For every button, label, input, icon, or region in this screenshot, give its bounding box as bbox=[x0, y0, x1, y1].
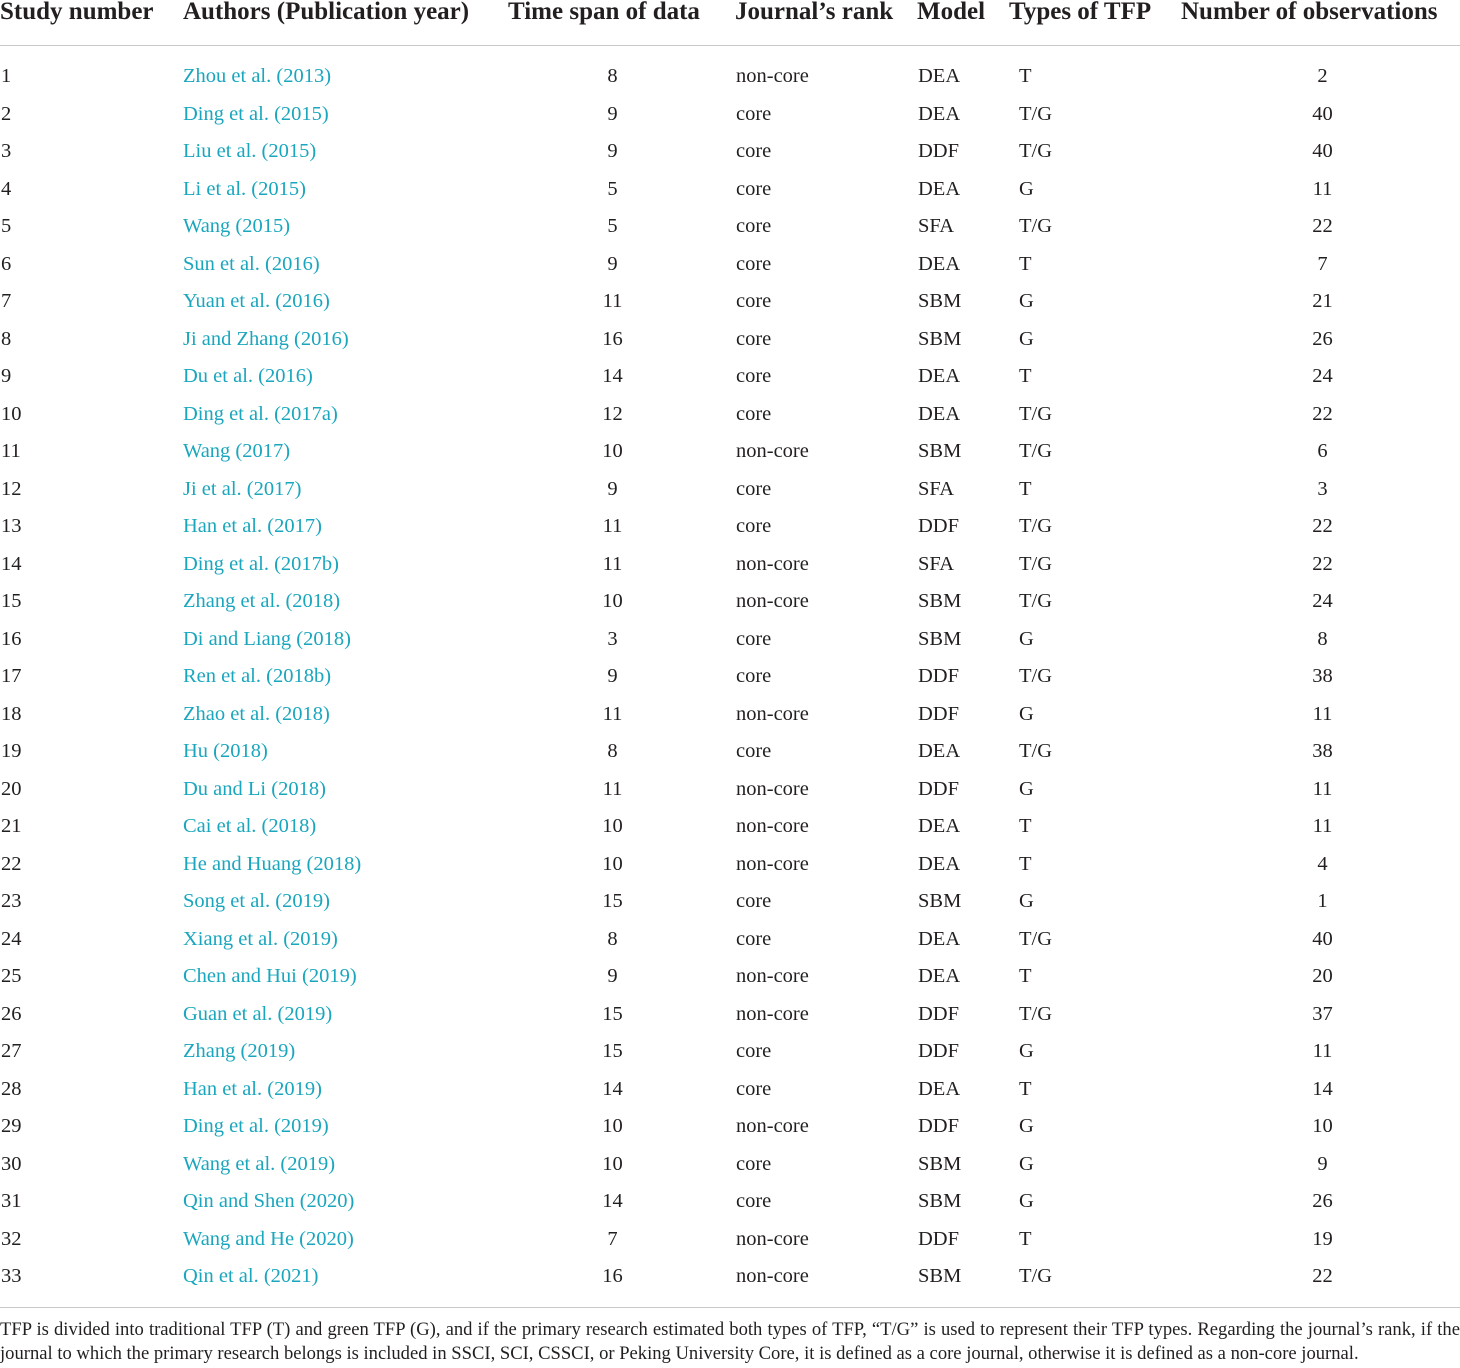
cell-model: DDF bbox=[918, 702, 960, 725]
cell-time-span: 14 bbox=[602, 1190, 623, 1212]
table-row bbox=[0, 358, 1460, 396]
cell-time-span: 9 bbox=[607, 252, 618, 275]
cell-study-number: 16 bbox=[1, 627, 22, 650]
cell-observations: 11 bbox=[1312, 777, 1333, 800]
cell-journal-rank: core bbox=[736, 1040, 772, 1062]
cell-observations: 11 bbox=[1312, 702, 1333, 725]
cell-author-link[interactable]: Zhao et al. (2018) bbox=[183, 702, 330, 725]
cell-journal-rank: core bbox=[736, 665, 772, 687]
cell-journal-rank: non-core bbox=[736, 552, 809, 575]
table-row bbox=[0, 508, 1460, 546]
cell-observations: 38 bbox=[1312, 740, 1333, 762]
cell-study-number: 11 bbox=[1, 440, 21, 462]
cell-tfp-type: T/G bbox=[1019, 740, 1053, 762]
cell-time-span: 15 bbox=[602, 890, 623, 912]
cell-tfp-type: T/G bbox=[1019, 665, 1053, 687]
cell-author-link[interactable]: Hu (2018) bbox=[183, 740, 268, 762]
cell-study-number: 14 bbox=[1, 552, 22, 575]
cell-model: DDF bbox=[918, 1227, 960, 1250]
table-row bbox=[0, 583, 1460, 621]
cell-study-number: 30 bbox=[1, 1152, 22, 1175]
cell-author-link[interactable]: Yuan et al. (2016) bbox=[183, 290, 330, 312]
cell-model: DEA bbox=[918, 102, 961, 125]
cell-author-link[interactable]: Wang (2015) bbox=[183, 215, 291, 237]
cell-study-number: 8 bbox=[1, 327, 12, 350]
cell-time-span: 3 bbox=[607, 627, 618, 650]
cell-time-span: 5 bbox=[607, 177, 618, 200]
cell-model: DDF bbox=[918, 665, 960, 687]
table-row bbox=[0, 658, 1460, 696]
header-journal-rank: Journal’s rank bbox=[735, 0, 917, 46]
table-row bbox=[0, 171, 1460, 209]
cell-journal-rank: core bbox=[736, 290, 772, 312]
cell-model: DDF bbox=[918, 515, 960, 537]
cell-time-span: 14 bbox=[602, 365, 623, 387]
cell-time-span: 10 bbox=[602, 1152, 623, 1175]
cell-model: DEA bbox=[918, 965, 961, 987]
cell-model: DEA bbox=[918, 815, 961, 837]
cell-tfp-type: T/G bbox=[1019, 215, 1053, 237]
cell-study-number: 28 bbox=[1, 1077, 22, 1100]
cell-journal-rank: core bbox=[736, 1190, 772, 1212]
cell-tfp-type: T bbox=[1019, 252, 1032, 275]
cell-time-span: 16 bbox=[602, 327, 623, 350]
cell-journal-rank: non-core bbox=[736, 1265, 809, 1287]
table-row bbox=[0, 46, 1460, 96]
table-row bbox=[0, 246, 1460, 284]
cell-tfp-type: T bbox=[1019, 365, 1032, 387]
cell-journal-rank: non-core bbox=[736, 965, 809, 987]
cell-author-link[interactable]: Cai et al. (2018) bbox=[183, 815, 317, 837]
cell-study-number: 5 bbox=[1, 215, 12, 237]
cell-time-span: 11 bbox=[602, 552, 623, 575]
cell-author-link[interactable]: Ding et al. (2017b) bbox=[183, 552, 339, 575]
cell-tfp-type: T bbox=[1019, 815, 1032, 837]
cell-author-link[interactable]: Zhou et al. (2013) bbox=[183, 65, 332, 87]
cell-tfp-type: G bbox=[1019, 702, 1034, 725]
cell-author-link[interactable]: Qin et al. (2021) bbox=[183, 1265, 319, 1287]
cell-time-span: 8 bbox=[607, 740, 618, 762]
cell-study-number: 20 bbox=[1, 777, 22, 800]
cell-observations: 26 bbox=[1312, 327, 1333, 350]
cell-study-number: 25 bbox=[1, 965, 22, 987]
cell-tfp-type: T/G bbox=[1019, 140, 1053, 162]
cell-author-link[interactable]: Ji and Zhang (2016) bbox=[183, 327, 349, 350]
table-row bbox=[0, 921, 1460, 959]
cell-time-span: 9 bbox=[607, 140, 618, 162]
cell-tfp-type: G bbox=[1019, 1190, 1034, 1212]
cell-observations: 22 bbox=[1312, 215, 1333, 237]
cell-time-span: 11 bbox=[602, 777, 623, 800]
cell-author-link[interactable]: He and Huang (2018) bbox=[183, 852, 362, 875]
cell-journal-rank: core bbox=[736, 1152, 772, 1175]
cell-journal-rank: non-core bbox=[736, 590, 809, 612]
table-row bbox=[0, 1221, 1460, 1259]
cell-author-link[interactable]: Chen and Hui (2019) bbox=[183, 965, 357, 987]
cell-author-link[interactable]: Wang et al. (2019) bbox=[183, 1152, 336, 1175]
cell-time-span: 11 bbox=[602, 290, 623, 312]
cell-time-span: 15 bbox=[602, 1040, 623, 1062]
header-number-of-observations: Number of observations bbox=[1181, 0, 1460, 46]
cell-observations: 8 bbox=[1317, 627, 1328, 650]
cell-observations: 40 bbox=[1312, 140, 1333, 162]
cell-study-number: 22 bbox=[1, 852, 22, 875]
cell-observations: 22 bbox=[1312, 515, 1333, 537]
cell-model: SBM bbox=[918, 1152, 962, 1175]
table-row bbox=[0, 546, 1460, 584]
cell-observations: 37 bbox=[1312, 1002, 1333, 1025]
cell-study-number: 19 bbox=[1, 740, 22, 762]
cell-model: DDF bbox=[918, 1040, 960, 1062]
cell-tfp-type: T/G bbox=[1019, 927, 1053, 950]
cell-journal-rank: non-core bbox=[736, 777, 809, 800]
table-row bbox=[0, 996, 1460, 1034]
cell-tfp-type: G bbox=[1019, 177, 1034, 200]
cell-time-span: 10 bbox=[602, 1115, 623, 1137]
cell-time-span: 12 bbox=[602, 402, 623, 425]
cell-observations: 3 bbox=[1317, 477, 1328, 500]
cell-journal-rank: non-core bbox=[736, 815, 809, 837]
cell-author-link[interactable]: Qin and Shen (2020) bbox=[183, 1190, 355, 1212]
cell-model: DDF bbox=[918, 1115, 960, 1137]
cell-author-link[interactable]: Du and Li (2018) bbox=[183, 777, 326, 800]
cell-observations: 11 bbox=[1312, 815, 1333, 837]
cell-model: DEA bbox=[918, 927, 961, 950]
cell-observations: 7 bbox=[1317, 252, 1328, 275]
cell-journal-rank: core bbox=[736, 365, 772, 387]
cell-study-number: 6 bbox=[1, 252, 12, 275]
cell-study-number: 21 bbox=[1, 815, 22, 837]
cell-study-number: 1 bbox=[1, 65, 12, 87]
cell-tfp-type: T bbox=[1019, 1227, 1032, 1250]
cell-time-span: 16 bbox=[602, 1265, 623, 1287]
cell-time-span: 9 bbox=[607, 965, 618, 987]
cell-journal-rank: non-core bbox=[736, 1227, 809, 1250]
cell-observations: 14 bbox=[1312, 1077, 1333, 1100]
cell-journal-rank: core bbox=[736, 177, 772, 200]
cell-journal-rank: core bbox=[736, 402, 772, 425]
cell-model: DEA bbox=[918, 65, 961, 87]
cell-tfp-type: G bbox=[1019, 1152, 1034, 1175]
cell-tfp-type: T bbox=[1019, 477, 1032, 500]
table-header bbox=[0, 0, 1460, 46]
cell-author-link[interactable]: Wang and He (2020) bbox=[183, 1227, 354, 1250]
table-row bbox=[0, 321, 1460, 359]
cell-model: SBM bbox=[918, 627, 962, 650]
cell-study-number: 7 bbox=[1, 290, 12, 312]
cell-model: DEA bbox=[918, 1077, 961, 1100]
cell-journal-rank: core bbox=[736, 215, 772, 237]
cell-model: DDF bbox=[918, 1002, 960, 1025]
cell-observations: 4 bbox=[1317, 852, 1328, 875]
cell-journal-rank: non-core bbox=[736, 1002, 809, 1025]
table-bottom-rule bbox=[0, 1307, 1460, 1308]
cell-observations: 1 bbox=[1317, 890, 1328, 912]
table-row bbox=[0, 696, 1460, 734]
table-row bbox=[0, 433, 1460, 471]
cell-journal-rank: non-core bbox=[736, 440, 809, 462]
cell-model: SBM bbox=[918, 590, 962, 612]
table-row bbox=[0, 133, 1460, 171]
cell-study-number: 2 bbox=[1, 102, 12, 125]
table-row bbox=[0, 808, 1460, 846]
cell-author-link[interactable]: Han et al. (2019) bbox=[183, 1077, 322, 1100]
cell-study-number: 31 bbox=[1, 1190, 22, 1212]
cell-time-span: 10 bbox=[602, 815, 623, 837]
header-authors: Authors (Publication year) bbox=[182, 0, 508, 46]
cell-model: DEA bbox=[918, 852, 961, 875]
cell-journal-rank: core bbox=[736, 627, 772, 650]
cell-time-span: 11 bbox=[602, 702, 623, 725]
cell-author-link[interactable]: Di and Liang (2018) bbox=[183, 627, 351, 650]
cell-model: DEA bbox=[918, 177, 961, 200]
cell-tfp-type: T/G bbox=[1019, 515, 1053, 537]
cell-tfp-type: T bbox=[1019, 965, 1032, 987]
cell-study-number: 12 bbox=[1, 477, 22, 500]
table-row bbox=[0, 846, 1460, 884]
table-row bbox=[0, 283, 1460, 321]
cell-time-span: 8 bbox=[607, 927, 618, 950]
cell-journal-rank: non-core bbox=[736, 702, 809, 725]
cell-tfp-type: T/G bbox=[1019, 102, 1053, 125]
cell-author-link[interactable]: Wang (2017) bbox=[183, 440, 291, 462]
cell-author-link[interactable]: Ji et al. (2017) bbox=[183, 477, 302, 500]
cell-journal-rank: non-core bbox=[736, 852, 809, 875]
cell-observations: 24 bbox=[1312, 590, 1333, 612]
cell-time-span: 14 bbox=[602, 1077, 623, 1100]
cell-model: SFA bbox=[918, 552, 955, 575]
cell-time-span: 15 bbox=[602, 1002, 623, 1025]
cell-author-link[interactable]: Liu et al. (2015) bbox=[183, 140, 317, 162]
table-row bbox=[0, 208, 1460, 246]
cell-author-link[interactable]: Song et al. (2019) bbox=[183, 890, 330, 912]
cell-journal-rank: non-core bbox=[736, 65, 809, 87]
cell-author-link[interactable]: Han et al. (2017) bbox=[183, 515, 322, 537]
cell-journal-rank: core bbox=[736, 1077, 772, 1100]
cell-study-number: 27 bbox=[1, 1040, 22, 1062]
cell-time-span: 10 bbox=[602, 440, 623, 462]
header-time-span: Time span of data bbox=[508, 0, 735, 46]
cell-journal-rank: core bbox=[736, 102, 772, 125]
cell-observations: 6 bbox=[1317, 440, 1328, 462]
table-row bbox=[0, 396, 1460, 434]
table-body bbox=[0, 46, 1460, 1296]
cell-study-number: 18 bbox=[1, 702, 22, 725]
table-row bbox=[0, 96, 1460, 134]
cell-author-link[interactable]: Xiang et al. (2019) bbox=[183, 927, 338, 950]
cell-author-link[interactable]: Zhang et al. (2018) bbox=[183, 590, 341, 612]
table-row bbox=[0, 1033, 1460, 1071]
table-row bbox=[0, 1108, 1460, 1146]
cell-study-number: 4 bbox=[1, 177, 12, 200]
cell-time-span: 11 bbox=[602, 515, 623, 537]
cell-model: SBM bbox=[918, 440, 962, 462]
cell-observations: 19 bbox=[1312, 1227, 1333, 1250]
cell-model: SBM bbox=[918, 1190, 962, 1212]
cell-author-link[interactable]: Ding et al. (2019) bbox=[183, 1115, 329, 1137]
cell-study-number: 15 bbox=[1, 590, 22, 612]
cell-time-span: 9 bbox=[607, 477, 618, 500]
cell-model: SBM bbox=[918, 890, 962, 912]
cell-model: SBM bbox=[918, 1265, 962, 1287]
cell-model: DEA bbox=[918, 402, 961, 425]
cell-author-link[interactable]: Li et al. (2015) bbox=[183, 177, 306, 200]
cell-journal-rank: core bbox=[736, 140, 772, 162]
cell-tfp-type: T bbox=[1019, 852, 1032, 875]
cell-time-span: 9 bbox=[607, 665, 618, 687]
cell-time-span: 5 bbox=[607, 215, 618, 237]
cell-author-link[interactable]: Zhang (2019) bbox=[183, 1040, 296, 1062]
cell-tfp-type: G bbox=[1019, 327, 1034, 350]
header-row bbox=[0, 0, 1460, 46]
cell-observations: 26 bbox=[1312, 1190, 1333, 1212]
cell-study-number: 13 bbox=[1, 515, 22, 537]
cell-model: SFA bbox=[918, 215, 955, 237]
cell-observations: 22 bbox=[1312, 552, 1333, 575]
cell-tfp-type: G bbox=[1019, 1040, 1034, 1062]
cell-time-span: 9 bbox=[607, 102, 618, 125]
cell-observations: 11 bbox=[1312, 1040, 1333, 1062]
cell-tfp-type: T/G bbox=[1019, 1002, 1053, 1025]
cell-tfp-type: G bbox=[1019, 1115, 1034, 1137]
cell-journal-rank: core bbox=[736, 740, 772, 762]
cell-observations: 22 bbox=[1312, 1265, 1333, 1287]
header-model: Model bbox=[917, 0, 1009, 46]
cell-journal-rank: core bbox=[736, 252, 772, 275]
cell-author-link[interactable]: Du et al. (2016) bbox=[183, 365, 313, 387]
cell-tfp-type: T/G bbox=[1019, 552, 1053, 575]
cell-journal-rank: core bbox=[736, 515, 772, 537]
cell-observations: 21 bbox=[1312, 290, 1333, 312]
cell-author-link[interactable]: Ding et al. (2015) bbox=[183, 102, 329, 125]
header-types-of-tfp: Types of TFP bbox=[1009, 0, 1181, 46]
cell-study-number: 29 bbox=[1, 1115, 22, 1137]
cell-study-number: 32 bbox=[1, 1227, 22, 1250]
cell-journal-rank: core bbox=[736, 327, 772, 350]
cell-tfp-type: T/G bbox=[1019, 590, 1053, 612]
cell-observations: 9 bbox=[1317, 1152, 1328, 1175]
cell-model: SBM bbox=[918, 290, 962, 312]
cell-model: DDF bbox=[918, 777, 960, 800]
cell-journal-rank: non-core bbox=[736, 1115, 809, 1137]
table-row bbox=[0, 1258, 1460, 1296]
cell-time-span: 7 bbox=[607, 1227, 618, 1250]
cell-observations: 10 bbox=[1312, 1115, 1333, 1137]
cell-study-number: 23 bbox=[1, 890, 22, 912]
table-row bbox=[0, 1146, 1460, 1184]
cell-tfp-type: T bbox=[1019, 65, 1032, 87]
cell-time-span: 8 bbox=[607, 65, 618, 87]
cell-study-number: 10 bbox=[1, 402, 22, 425]
table-row bbox=[0, 621, 1460, 659]
table-row bbox=[0, 958, 1460, 996]
cell-model: DEA bbox=[918, 365, 961, 387]
cell-study-number: 26 bbox=[1, 1002, 22, 1025]
cell-journal-rank: core bbox=[736, 927, 772, 950]
table-row bbox=[0, 733, 1460, 771]
cell-observations: 38 bbox=[1312, 665, 1333, 687]
cell-tfp-type: T bbox=[1019, 1077, 1032, 1100]
cell-author-link[interactable]: Guan et al. (2019) bbox=[183, 1002, 333, 1025]
cell-study-number: 33 bbox=[1, 1265, 22, 1287]
cell-observations: 20 bbox=[1312, 965, 1333, 987]
cell-observations: 11 bbox=[1312, 177, 1333, 200]
cell-observations: 22 bbox=[1312, 402, 1333, 425]
cell-author-link[interactable]: Ding et al. (2017a) bbox=[183, 402, 338, 425]
cell-tfp-type: G bbox=[1019, 290, 1034, 312]
cell-tfp-type: G bbox=[1019, 890, 1034, 912]
table-row bbox=[0, 471, 1460, 509]
table-row bbox=[0, 883, 1460, 921]
cell-study-number: 24 bbox=[1, 927, 22, 950]
cell-tfp-type: T/G bbox=[1019, 440, 1053, 462]
cell-journal-rank: core bbox=[736, 890, 772, 912]
cell-model: DDF bbox=[918, 140, 960, 162]
table-row bbox=[0, 771, 1460, 809]
cell-model: SBM bbox=[918, 327, 962, 350]
cell-journal-rank: core bbox=[736, 477, 772, 500]
cell-observations: 2 bbox=[1317, 65, 1328, 87]
cell-tfp-type: G bbox=[1019, 627, 1034, 650]
cell-model: DEA bbox=[918, 740, 961, 762]
cell-model: DEA bbox=[918, 252, 961, 275]
cell-observations: 24 bbox=[1312, 365, 1333, 387]
table-footnote: TFP is divided into traditional TFP (T) and green TFP (G), and if the primary research estimated both types of TFP, “T/G” is used to represent their TFP types. Regarding the journal’s rank, if the journal to which the primary research belongs is included in SSCI, SCI, CSSCI, or Peking University Core, it is defined as a core journal, otherwise it is defined as a non-core journal. bbox=[0, 1319, 1460, 1364]
table-row bbox=[0, 1071, 1460, 1109]
cell-observations: 40 bbox=[1312, 102, 1333, 125]
header-study-number: Study number bbox=[0, 0, 182, 46]
cell-author-link[interactable]: Sun et al. (2016) bbox=[183, 252, 320, 275]
cell-model: SFA bbox=[918, 477, 955, 500]
cell-author-link[interactable]: Ren et al. (2018b) bbox=[183, 665, 332, 687]
cell-time-span: 10 bbox=[602, 852, 623, 875]
cell-study-number: 3 bbox=[1, 140, 12, 162]
table-row bbox=[0, 1183, 1460, 1221]
cell-tfp-type: T/G bbox=[1019, 402, 1053, 425]
cell-tfp-type: T/G bbox=[1019, 1265, 1053, 1287]
cell-study-number: 17 bbox=[1, 665, 22, 687]
cell-time-span: 10 bbox=[602, 590, 623, 612]
cell-tfp-type: G bbox=[1019, 777, 1034, 800]
cell-study-number: 9 bbox=[1, 365, 12, 387]
cell-observations: 40 bbox=[1312, 927, 1333, 950]
